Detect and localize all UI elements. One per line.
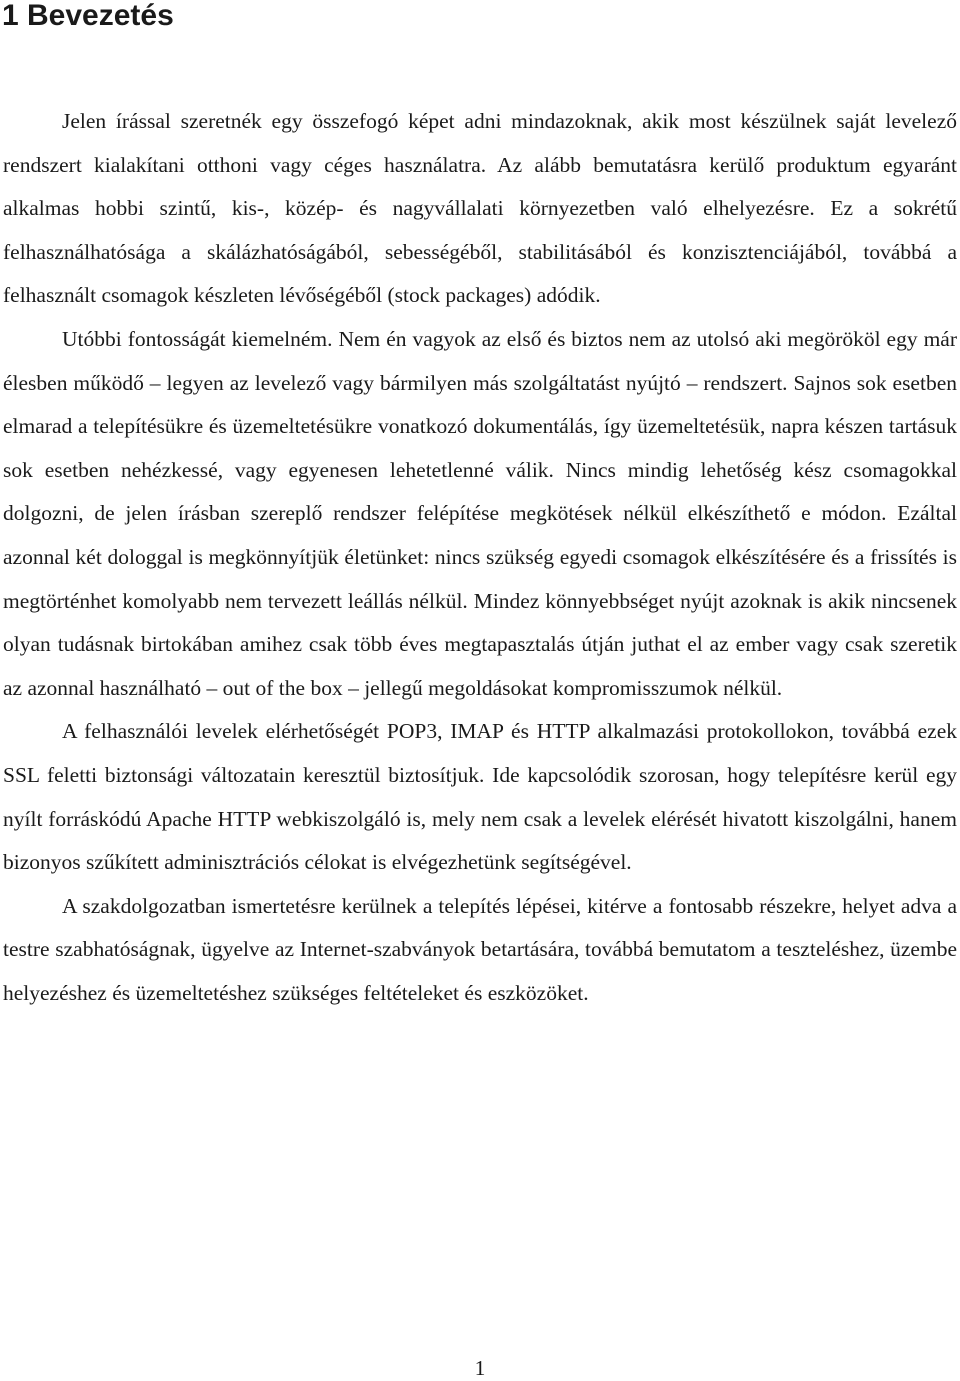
paragraph-importance: Utóbbi fontosságát kiemelném. Nem én vagyok az első és biztos nem az utolsó aki megörököl egy már élesben működő – legyen az levelező vagy bármilyen más szolgáltatást nyújtó – rendszert. Sajnos sok esetben elmarad a telepítésükre és üzemeltetésükre vonatkozó dokumentálás, így üzemeltetésük, napra készen tartásuk sok esetben nehézkessé, vagy egyenesen lehetetlenné válik. Nincs mindig lehetőség kész csomagokkal dolgozni, de jelen írásban szereplő rendszer felépítése megkötések nélkül elkészíthető e módon. Ezáltal azonnal két dologgal is megkönnyítjük életünket: nincs szükség egyedi csomagok elkészítésére és a frissítés is megtörténhet komolyabb nem tervezett leállás nélkül. Mindez könnyebbséget nyújt azoknak is akik nincsenek olyan tudásnak birtokában amihez csak több éves megtapasztalás útján juthat el az ember vagy csak szeretik az azonnal használható – out of the box – jellegű megoldásokat kompromisszumok nélkül. — [3, 326, 957, 700]
section-heading: 1 Bevezetés — [2, 0, 174, 32]
paragraph-protocols: A felhasználói levelek elérhetőségét POP3, IMAP és HTTP alkalmazási protokollokon, továbbá ezek SSL feletti biztonsági változatain keresztül biztosítjuk. Ide kapcsolódik szorosan, hogy telepítésre kerül egy nyílt forráskódú Apache HTTP webkiszolgáló is, mely nem csak a levelek elérését hivatott kiszolgálni, hanem bizonyos szűkített adminisztrációs célokat is elvégezhetünk segítségével. — [3, 719, 957, 875]
page-number: 1 — [474, 1356, 486, 1380]
document-body — [3, 100, 957, 1015]
paragraph-intro: Jelen írással szeretnék egy összefogó képet adni mindazoknak, akik most készülnek saját levelező rendszert kialakítani otthoni vagy céges használatra. Az alább bemutatásra kerülő produktum egyaránt alkalmas hobbi szintű, kis-, közép- és nagyvállalati környezetben való elhelyezésre. Ez a sokrétű felhasználhatósága a skálázhatóságából, sebességéből, stabilitásából és konzisztenciájából, továbbá a felhasznált csomagok készleten lévőségéből (stock packages) adódik. — [3, 109, 957, 308]
paragraph-thesis-outline: A szakdolgozatban ismertetésre kerülnek a telepítés lépései, kitérve a fontosabb részekre, helyet adva a testre szabhatóságnak, ügyelve az Internet-szabványok betartására, továbbá bemutatom a teszteléshez, üzembe helyezéshez és üzemeltetéshez szükséges feltételeket és eszközöket. — [3, 893, 957, 1005]
